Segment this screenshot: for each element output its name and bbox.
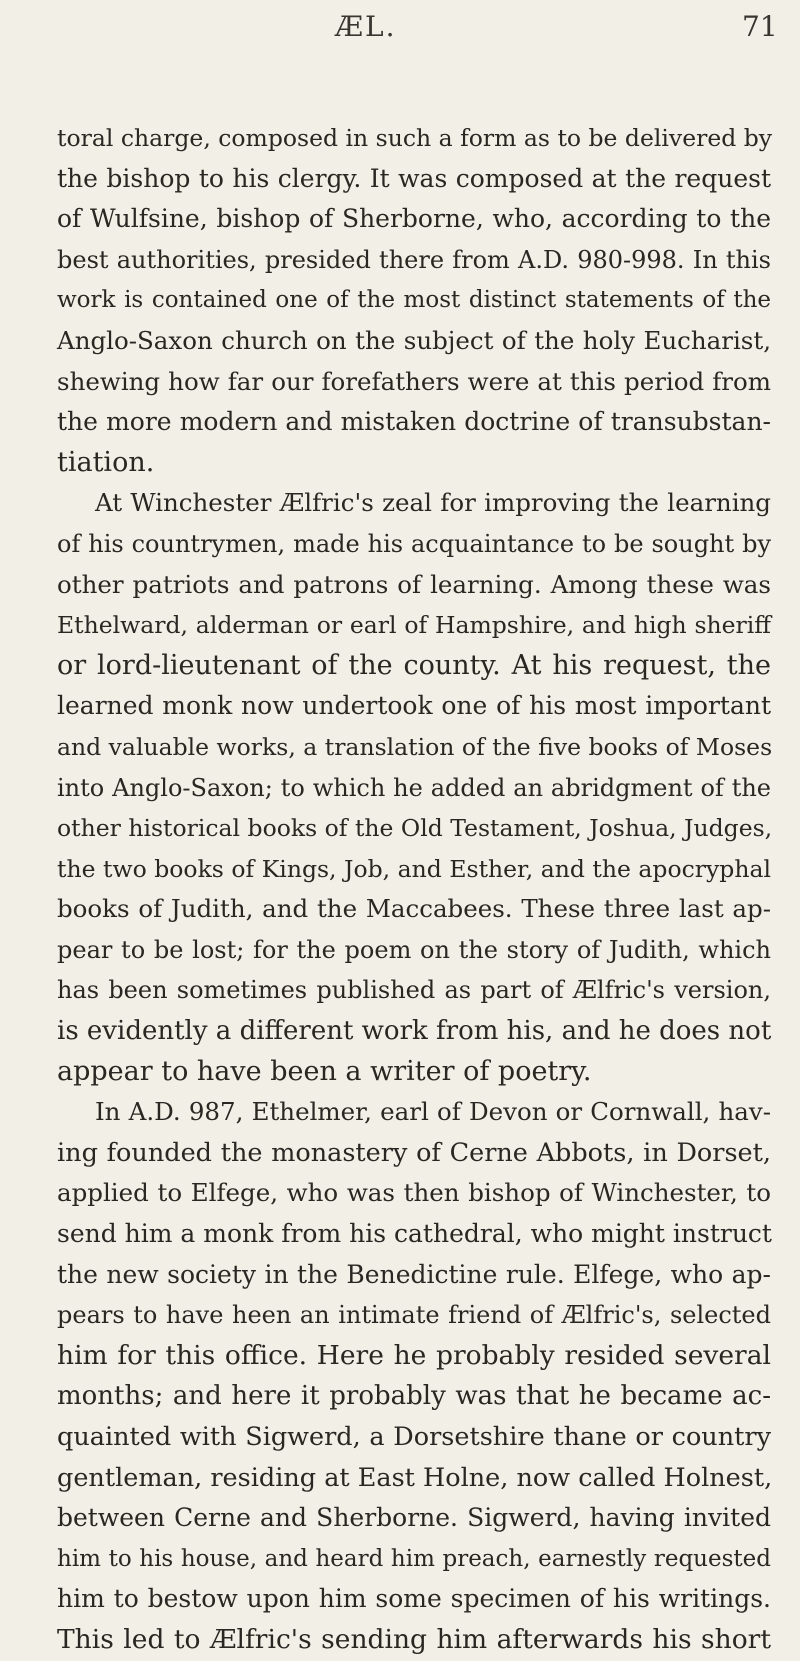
text-line: ing founded the monastery of Cerne Abbots, in Dorset,: [57, 1137, 771, 1168]
body-text: [57, 118, 771, 1661]
text-line: appear to have been a writer of poetry.: [57, 1055, 592, 1087]
text-line: months; and here it probably was that he became ac-: [57, 1381, 771, 1412]
text-line: This led to Ælfric's sending him afterwards his short: [57, 1623, 771, 1655]
text-line: the more modern and mistaken doctrine of transubstan-: [57, 407, 771, 437]
text-line: books of Judith, and the Maccabees. These three last ap-: [57, 894, 771, 924]
text-line: him to bestow upon him some specimen of his writings.: [57, 1584, 771, 1614]
running-head: ÆL.: [335, 10, 397, 43]
text-line: learned monk now undertook one of his most important: [57, 691, 771, 721]
text-line: him to his house, and heard him preach, earnestly requested: [57, 1545, 771, 1572]
text-line: of Wulfsine, bishop of Sherborne, who, according to the: [57, 204, 771, 234]
text-line: pear to be lost; for the poem on the story of Judith, which: [57, 935, 771, 964]
text-line: of his countrymen, made his acquaintance to be sought by: [57, 529, 771, 558]
text-line: is evidently a different work from his, and he does not: [57, 1016, 772, 1047]
text-line: send him a monk from his cathedral, who might instruct: [57, 1219, 772, 1249]
text-line: Anglo-Saxon church on the subject of the holy Eucharist,: [57, 325, 771, 355]
text-line: best authorities, presided there from A.D. 980-998. In this: [57, 245, 771, 274]
page-header: [0, 8, 800, 52]
text-line: work is contained one of the most distinct statements of the: [57, 287, 771, 314]
text-line: gentleman, residing at East Holne, now called Holnest,: [57, 1462, 773, 1493]
text-line: the bishop to his clergy. It was composed at the request: [57, 163, 771, 193]
text-line: At Winchester Ælfric's zeal for improving the learning: [95, 488, 771, 518]
text-line: shewing how far our forefathers were at this period from: [57, 366, 771, 396]
text-line: into Anglo-Saxon; to which he added an abridgment of the: [57, 773, 771, 802]
text-line: has been sometimes published as part of Ælfric's version,: [57, 976, 771, 1005]
text-line: quainted with Sigwerd, a Dorsetshire thane or country: [57, 1422, 771, 1452]
text-line: the new society in the Benedictine rule. Elfege, who ap-: [57, 1259, 771, 1289]
text-line: tiation.: [57, 446, 155, 478]
text-line: Ethelward, alderman or earl of Hampshire, and high sheriff: [57, 611, 771, 640]
text-line: or lord-lieutenant of the county. At his request, the: [57, 649, 771, 681]
text-line: other historical books of the Old Testament, Joshua, Judges,: [57, 814, 773, 843]
text-line: him for this office. Here he probably resided several: [57, 1339, 771, 1371]
text-line: and valuable works, a translation of the five books of Moses: [57, 732, 773, 761]
text-line: applied to Elfege, who was then bishop of Winchester, to: [57, 1178, 771, 1208]
page-number: 71: [742, 10, 778, 43]
text-line: between Cerne and Sherborne. Sigwerd, having invited: [57, 1503, 771, 1533]
text-line: pears to have heen an intimate friend of Ælfric's, selected: [57, 1301, 771, 1330]
text-line: other patriots and patrons of learning. Among these was: [57, 569, 771, 599]
text-line: In A.D. 987, Ethelmer, earl of Devon or Cornwall, hav-: [95, 1097, 771, 1127]
text-line: toral charge, composed in such a form as to be delivered by: [57, 124, 773, 152]
text-line: the two books of Kings, Job, and Esther, and the apocryphal: [57, 854, 771, 883]
